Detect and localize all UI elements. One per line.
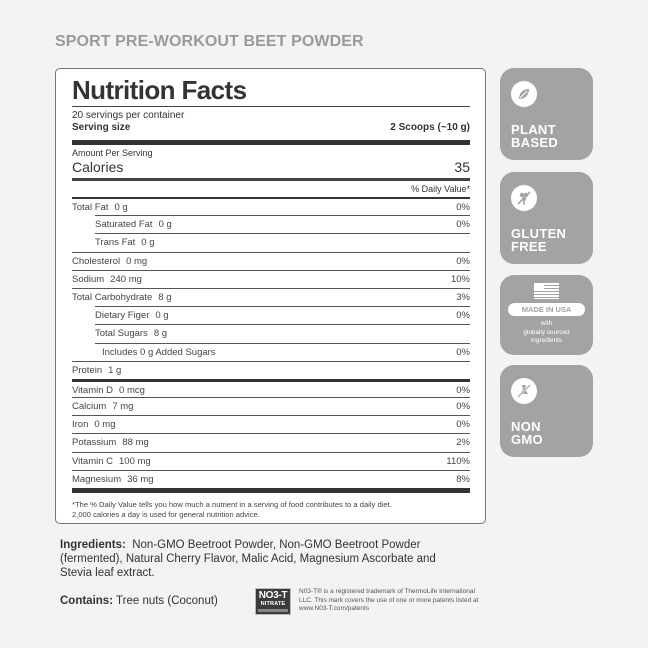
- badge-plant-based: [500, 68, 593, 160]
- daily-value-header: % Daily Value*: [411, 184, 470, 194]
- nutrient-amount: 0 mg: [126, 255, 148, 267]
- nutrient-dv: 10%: [450, 273, 470, 285]
- nutrient-amount: 0 g: [141, 237, 155, 249]
- nutrient-dv: 0%: [456, 219, 470, 231]
- daily-value-footnote: *The % Daily Value tells you how much a nutrient in a serving of food contributes to a daily diet. 2,000 calories a day is used for general nutrition advice.: [72, 500, 392, 519]
- serving-size-label: Serving size: [72, 122, 131, 133]
- badge-gluten-free: [500, 172, 593, 264]
- nutrient-amount: 0 g: [155, 310, 169, 322]
- badge-label: NON GMO: [511, 419, 543, 447]
- badge-non-gmo: [500, 365, 593, 457]
- nutrient-name: Saturated Fat: [95, 219, 153, 231]
- nutrient-amount: 0 mcg: [119, 384, 145, 396]
- trademark-notice: N03-T® is a registered trademark of ThermoLife International LLC. This mark covers the use of one or more patents listed at www.N03-T.com/patents: [299, 588, 479, 612]
- nutrient-row-total-carbohydrate: [72, 288, 470, 306]
- badge-label: GLUTEN FREE: [511, 226, 567, 254]
- nutrient-amount: 1 g: [108, 364, 122, 376]
- nutrient-dv: 0%: [456, 202, 470, 213]
- usa-flag-icon: [534, 283, 559, 299]
- nutrient-name: Vitamin C: [72, 455, 114, 467]
- nutrient-row-potassium: [72, 433, 470, 451]
- nutrient-row-dietary-fiber: [95, 306, 470, 324]
- calories-value: 35: [454, 159, 470, 175]
- nutrient-dv: 0%: [456, 255, 470, 267]
- nutrient-amount: 0 g: [158, 219, 172, 231]
- ingredients-label: Ingredients:: [60, 539, 126, 551]
- nutrient-name: Total Carbohydrate: [72, 291, 153, 303]
- nutrient-name: Potassium: [72, 437, 117, 449]
- made-in-usa-pill: MADE IN USA: [508, 303, 585, 316]
- nutrient-amount: 100 mg: [119, 455, 151, 467]
- nutrient-amount: 8 g: [153, 328, 168, 340]
- nutrient-amount: 8 g: [158, 291, 172, 303]
- nutrient-dv: 0%: [456, 346, 470, 358]
- nutrient-row-trans-fat: [95, 233, 470, 251]
- nutrient-amount: 0 g: [114, 202, 128, 213]
- gmo-crossed-icon: [511, 378, 537, 404]
- contains-label: Contains:: [60, 595, 114, 607]
- nutrient-row-iron: [72, 415, 470, 433]
- serving-size-value: 2 Scoops (~10 g): [390, 122, 470, 133]
- nitrate-logo: NO3-T NITRATE: [255, 588, 291, 615]
- ingredients-list: Non-GMO Beetroot Powder, Non-GMO Beetroot Powder (fermented), Natural Cherry Flavor, Malic Acid, Magnesium Ascorbate and Stevia leaf extract.: [60, 539, 436, 579]
- nutrient-row-vitamin-d: [72, 379, 470, 397]
- nutrient-dv: 0%: [456, 401, 470, 413]
- nutrient-dv: 0%: [456, 419, 470, 431]
- nutrient-name: Vitamin D: [72, 384, 114, 396]
- nutrient-name: Magnesium: [72, 473, 122, 485]
- nutrient-dv: 0%: [456, 310, 470, 322]
- nutrient-row-protein: [72, 361, 470, 379]
- nutrient-name: Cholesterol: [72, 255, 121, 267]
- nutrient-name: Calcium: [72, 401, 107, 413]
- nutrient-row-added-sugars: [95, 343, 470, 361]
- nutrient-row-cholesterol: [72, 252, 470, 270]
- nutrient-name: Iron: [72, 419, 89, 431]
- nutrient-name: Protein: [72, 364, 103, 376]
- badge-made-in-usa: [500, 275, 593, 355]
- divider-thick: [72, 140, 470, 145]
- nutrient-row-saturated-fat: [95, 215, 470, 233]
- leaf-icon: [511, 81, 537, 107]
- nutrient-row-sodium: [72, 270, 470, 288]
- usa-subtext: with globally sourced ingredients: [523, 320, 570, 344]
- servings-per-container: 20 servings per container: [72, 110, 185, 121]
- nutrient-amount: 7 mg: [112, 401, 134, 413]
- nutrition-facts-panel: [55, 68, 486, 524]
- nutrient-row-calcium: [72, 397, 470, 415]
- nutrient-dv: 3%: [456, 291, 470, 303]
- nutrient-dv: 0%: [456, 384, 470, 396]
- nutrient-amount: 88 mg: [122, 437, 149, 449]
- nutrient-dv: 110%: [446, 455, 470, 467]
- contains-value: Tree nuts (Coconut): [116, 595, 218, 607]
- calories-row: [72, 159, 470, 175]
- nutrient-name: Total Sugars: [95, 328, 148, 340]
- badge-label: PLANT BASED: [511, 122, 559, 150]
- nutrient-dv: 8%: [456, 473, 470, 485]
- nutrient-row-total-sugars: [95, 324, 470, 342]
- nutrient-amount: 240 mg: [110, 273, 142, 285]
- nutrient-name: Sodium: [72, 273, 105, 285]
- nutrient-amount: 36 mg: [127, 473, 154, 485]
- divider: [72, 106, 470, 107]
- contains-text: [60, 594, 218, 608]
- nutrient-row-vitamin-c: [72, 452, 470, 470]
- nutrition-facts-title: Nutrition Facts: [72, 75, 247, 105]
- calories-label: Calories: [72, 159, 124, 175]
- nutrient-name: Total Fat: [72, 202, 109, 213]
- serving-size-row: [72, 122, 470, 134]
- nutrient-name: Dietary Figer: [95, 310, 150, 322]
- nutrient-name: Trans Fat: [95, 237, 136, 249]
- amount-per-serving: Amount Per Serving: [72, 148, 153, 158]
- ingredients-text: [60, 538, 460, 580]
- nutrient-row-total-fat: [72, 197, 470, 215]
- nutrient-name: Includes 0 g Added Sugars: [102, 346, 216, 358]
- page-title: SPORT PRE-WORKOUT BEET POWDER: [55, 33, 364, 50]
- nutrient-dv: 2%: [456, 437, 470, 449]
- wheat-crossed-icon: [511, 185, 537, 211]
- divider-thick: [72, 488, 470, 493]
- nutrient-amount: 0 mg: [94, 419, 116, 431]
- nutrient-row-magnesium: [72, 470, 470, 488]
